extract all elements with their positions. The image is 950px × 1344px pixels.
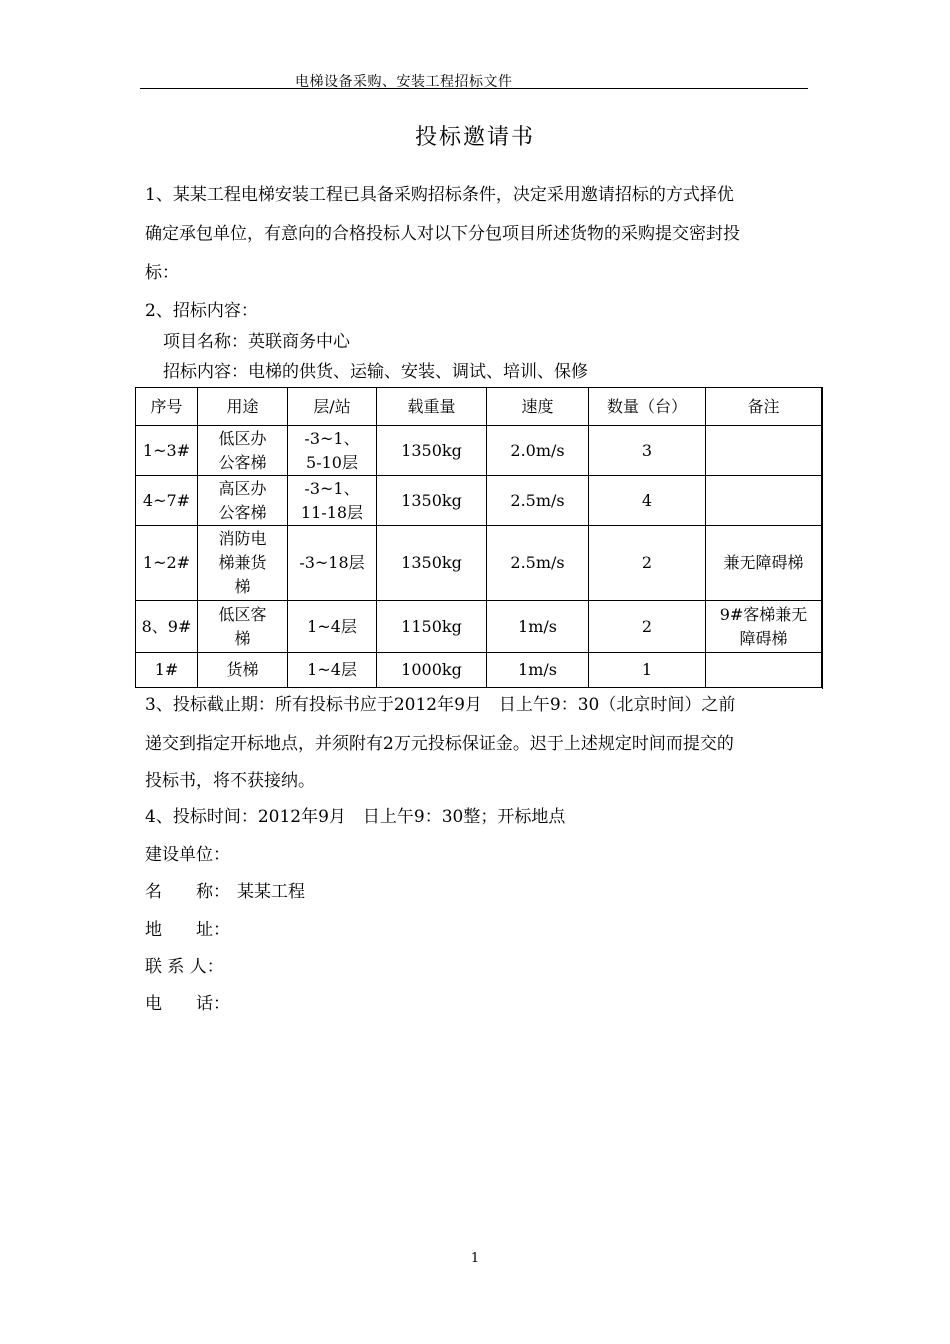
table-row bbox=[136, 426, 822, 476]
cell-no: 8、9# bbox=[136, 601, 198, 653]
cell-speed: 1m/s bbox=[487, 601, 589, 653]
cell-note bbox=[706, 476, 822, 526]
phone-label: 电 话： bbox=[145, 994, 230, 1014]
cell-speed: 2.5m/s bbox=[487, 476, 589, 526]
cell-load: 1150kg bbox=[377, 601, 487, 653]
cell-floor: 1~4层 bbox=[288, 653, 377, 688]
page-title: 投标邀请书 bbox=[414, 125, 535, 150]
cell-load: 1000kg bbox=[377, 653, 487, 688]
cell-use: 高区办 公客梯 bbox=[198, 476, 288, 526]
cell-qty: 3 bbox=[589, 426, 706, 476]
builder-contact-field bbox=[145, 952, 237, 977]
table-header: 备注 bbox=[706, 388, 822, 426]
cell-use: 消防电 梯兼货 梯 bbox=[198, 526, 288, 601]
table-row bbox=[136, 526, 822, 601]
para3-line3: 投标书，将不获接纳。 bbox=[145, 771, 315, 791]
para3-line1: 3、投标截止期：所有投标书应于2012年9月 日上午9：30（北京时间）之前 bbox=[145, 695, 736, 715]
table-header: 数量（台） bbox=[589, 388, 706, 426]
builder-phone-field bbox=[145, 989, 237, 1014]
para4: 4、投标时间：2012年9月 日上午9：30整；开标地点 bbox=[145, 807, 566, 827]
page-number: 1 bbox=[470, 1251, 480, 1266]
cell-use: 货梯 bbox=[198, 653, 288, 688]
table-header: 用途 bbox=[198, 388, 288, 426]
cell-no: 1~2# bbox=[136, 526, 198, 601]
header-divider bbox=[140, 88, 808, 89]
name-value: 某某工程 bbox=[237, 882, 305, 902]
cell-load: 1350kg bbox=[377, 426, 487, 476]
cell-floor: -3~1、 11-18层 bbox=[288, 476, 377, 526]
table-header: 速度 bbox=[487, 388, 589, 426]
table-header: 序号 bbox=[136, 388, 198, 426]
cell-floor: -3~18层 bbox=[288, 526, 377, 601]
document-header: 电梯设备采购、安装工程招标文件 bbox=[295, 74, 513, 90]
cell-speed: 1m/s bbox=[487, 653, 589, 688]
table-row bbox=[136, 601, 822, 653]
para1-line2: 确定承包单位，有意向的合格投标人对以下分包项目所述货物的采购提交密封投 bbox=[145, 224, 740, 244]
elevator-table bbox=[135, 387, 822, 688]
contact-label: 联 系 人： bbox=[145, 957, 224, 977]
cell-floor: 1~4层 bbox=[288, 601, 377, 653]
cell-use: 低区客 梯 bbox=[198, 601, 288, 653]
cell-floor: -3~1、 5-10层 bbox=[288, 426, 377, 476]
para1-line1: 1、某某工程电梯安装工程已具备采购招标条件，决定采用邀请招标的方式择优 bbox=[145, 185, 734, 205]
cell-note: 9#客梯兼无 障碍梯 bbox=[706, 601, 822, 653]
project-name: 项目名称：英联商务中心 bbox=[163, 332, 350, 352]
cell-no: 1# bbox=[136, 653, 198, 688]
table-outer-border bbox=[822, 387, 823, 689]
cell-no: 4~7# bbox=[136, 476, 198, 526]
cell-speed: 2.5m/s bbox=[487, 526, 589, 601]
tender-content: 招标内容：电梯的供货、运输、安装、调试、培训、保修 bbox=[163, 362, 588, 382]
cell-no: 1~3# bbox=[136, 426, 198, 476]
table-row bbox=[136, 653, 822, 688]
cell-qty: 1 bbox=[589, 653, 706, 688]
para3-line2: 递交到指定开标地点，并须附有2万元投标保证金。迟于上述规定时间而提交的 bbox=[145, 734, 734, 754]
builder-name-field bbox=[145, 877, 305, 902]
table-header-row bbox=[136, 388, 822, 426]
address-label: 地 址： bbox=[145, 920, 230, 940]
cell-note: 兼无障碍梯 bbox=[706, 526, 822, 601]
cell-speed: 2.0m/s bbox=[487, 426, 589, 476]
section2-heading: 2、招标内容： bbox=[145, 301, 258, 321]
table-row bbox=[136, 476, 822, 526]
builder-heading: 建设单位： bbox=[145, 845, 230, 865]
cell-note bbox=[706, 426, 822, 476]
cell-note bbox=[706, 653, 822, 688]
para1-line3: 标： bbox=[145, 263, 179, 283]
cell-qty: 2 bbox=[589, 601, 706, 653]
cell-use: 低区办 公客梯 bbox=[198, 426, 288, 476]
cell-qty: 2 bbox=[589, 526, 706, 601]
cell-qty: 4 bbox=[589, 476, 706, 526]
cell-load: 1350kg bbox=[377, 476, 487, 526]
table-header: 层/站 bbox=[288, 388, 377, 426]
builder-address-field bbox=[145, 915, 237, 940]
cell-load: 1350kg bbox=[377, 526, 487, 601]
name-label: 名 称： bbox=[145, 882, 230, 902]
table-header: 载重量 bbox=[377, 388, 487, 426]
